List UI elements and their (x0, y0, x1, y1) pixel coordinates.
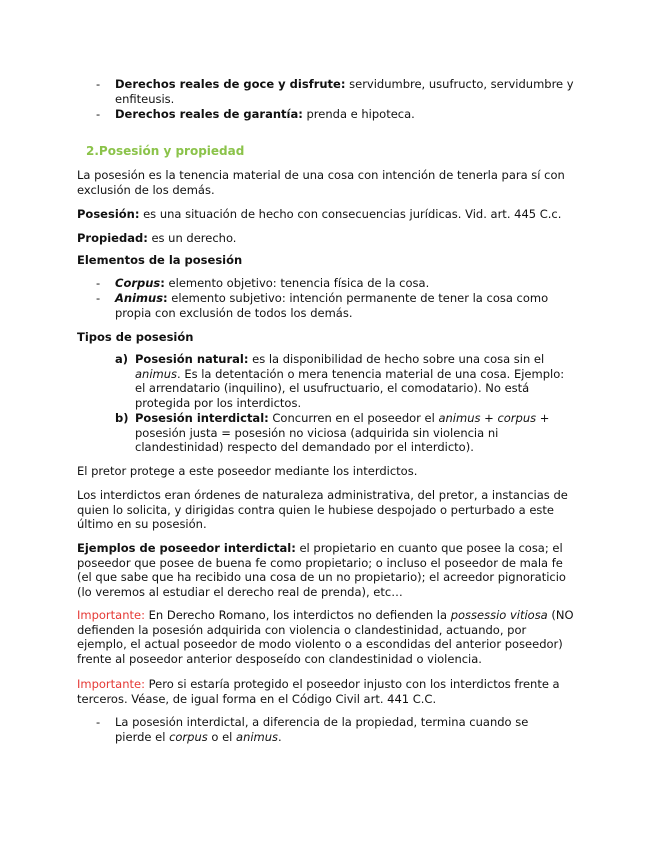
list-marker: - (96, 715, 101, 729)
list-marker: - (96, 291, 101, 305)
ejemplos-paragraph (77, 541, 577, 599)
label: Posesión natural: (135, 352, 249, 366)
term: Animus (115, 291, 164, 305)
term: Derechos reales de goce y disfrute: (115, 77, 346, 91)
list-marker: - (96, 276, 101, 290)
list-marker: a) (115, 352, 129, 366)
label: Ejemplos de poseedor interdictal: (77, 541, 296, 555)
intro-paragraph: La posesión es la tenencia material de una cosa con intención de tenerla para sí con exclusión de los demás. (77, 168, 565, 197)
list-item-corpus: Corpus: elemento objetivo: tenencia física de la cosa. (115, 276, 430, 290)
text: servidumbre, usufructo, servidumbre y enfiteusis. (115, 77, 574, 106)
posesion-definition (77, 207, 577, 222)
importante-label: Importante: (77, 677, 145, 691)
label: Posesión interdictal: (135, 411, 269, 425)
elementos-heading: Elementos de la posesión (77, 253, 243, 267)
text: el propietario en cuanto que posee la cosa; el poseedor que posee de buena fe como propietario; o incluso el poseedor de mala fe (el que sabe que ha recibido una cosa de un no propietario); el acreedor pignoraticio (lo veremos al estudiar el derecho real de prenda), etc… (77, 541, 566, 599)
term: Derechos reales de garantía: (115, 107, 303, 121)
propiedad-definition (77, 231, 577, 246)
text: es una situación de hecho con consecuencias jurídicas. Vid. art. 445 C.c. (139, 207, 562, 221)
list-marker: - (96, 77, 101, 91)
section-number: 2. (86, 144, 99, 158)
importante-paragraph-1: Importante: En Derecho Romano, los interdictos no defienden la possessio vitiosa (NO defienden la posesión adquirida con violencia o clandestinidad, actuando, por ejemplo, el actual poseedor de modo violento o a escondidas del anterior poseedor) frente al poseedor anterior desposeído con clandestinidad o violencia. (77, 608, 574, 666)
text: prenda e hipoteca. (302, 107, 415, 121)
list-marker: b) (115, 411, 129, 425)
section-title: Posesión y propiedad (98, 144, 245, 158)
list-marker: - (96, 107, 101, 121)
label: Propiedad: (77, 231, 148, 245)
list-item-goce (115, 77, 585, 106)
importante-label: Importante: (77, 608, 145, 622)
text: elemento subjetivo: intención permanente de tener la cosa como propia con exclusión de todos los demás. (115, 291, 549, 320)
label: Posesión: (77, 207, 140, 221)
text: es un derecho. (147, 231, 237, 245)
importante-paragraph-2: Importante: Pero si estaría protegido el poseedor injusto con los interdictos frente a terceros. Véase, de igual forma en el Código Civil art. 441 C.C. (77, 677, 560, 706)
list-item-animus: Animus: elemento subjetivo: intención permanente de tener la cosa como propia con exclusión de todos los demás. (115, 291, 549, 320)
interdictos-paragraph: Los interdictos eran órdenes de naturaleza administrativa, del pretor, a instancias de quien lo solicita, y dirigidas contra quien le hubiese despojado o perturbado a este último en su posesión. (77, 488, 568, 531)
section-heading (86, 144, 586, 159)
tipo-posesion-natural: Posesión natural: es la disponibilidad de hecho sobre una cosa sin el animus. Es la detentación o mera tenencia material de una cosa. Ejemplo: el arrendatario (inquilino), el usufructuario, el comodatario). No está protegida por los interdictos. (135, 352, 565, 410)
tipo-posesion-interdictal: Posesión interdictal: Concurren en el poseedor el animus + corpus + posesión justa = posesión no viciosa (adquirida sin violencia ni clandestinidad) respecto del demandado por el interdicto). (135, 411, 550, 454)
tipos-heading: Tipos de posesión (77, 330, 194, 344)
term: Corpus (115, 276, 161, 290)
list-item-garantia (115, 107, 585, 122)
list-item-termina: La posesión interdictal, a diferencia de la propiedad, termina cuando se pierde el corpus o el animus. (115, 715, 529, 744)
text: elemento objetivo: tenencia física de la cosa. (164, 276, 430, 290)
pretor-paragraph: El pretor protege a este poseedor mediante los interdictos. (77, 464, 418, 478)
